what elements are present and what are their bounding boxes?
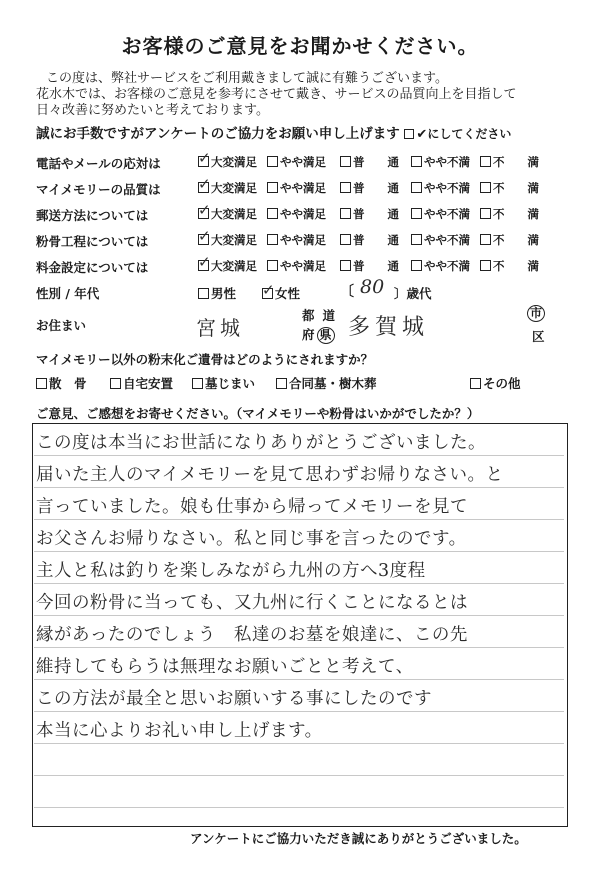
rating-option[interactable] (267, 232, 326, 248)
intro-line-1: この度は、弊社サービスをご利用戴きまして誠に有難うございます。 (46, 71, 448, 86)
city-value[interactable]: 多賀城 (348, 315, 430, 340)
rating-checkbox[interactable] (198, 208, 209, 219)
disposal-choice-label: 散 骨 (49, 376, 87, 391)
rating-option[interactable] (340, 180, 399, 196)
rating-option[interactable] (198, 154, 257, 170)
suffix-to (302, 306, 335, 324)
rating-option[interactable] (411, 258, 470, 274)
rating-checkbox[interactable] (340, 182, 351, 193)
rating-option[interactable] (198, 206, 257, 222)
intro-line-2: 花水木では、お客様のご意見を参考にさせて戴き、サービスの品質向上を目指して (36, 87, 517, 102)
rating-checkbox[interactable] (411, 208, 422, 219)
ruled-line (34, 551, 564, 552)
check-mark-icon: ✔ (416, 127, 428, 142)
ruled-line (34, 711, 564, 712)
comments-label: ご意見、ご感想をお寄せください。（マイメモリーや粉骨はいかがでしたか？） (36, 406, 480, 421)
rating-checkbox[interactable] (411, 234, 422, 245)
rating-question-label: 料金設定については (36, 260, 149, 275)
rating-question-label: 電話やメールの応対は (36, 156, 161, 171)
rating-question-label: 郵送方法については (36, 208, 149, 223)
rating-checkbox[interactable] (198, 182, 209, 193)
rating-option-label: 普 通 (353, 259, 399, 273)
rating-option[interactable] (267, 180, 326, 196)
rating-option-label: 普 通 (353, 207, 399, 221)
instruction-hint: にしてください (427, 127, 512, 141)
rating-checkbox[interactable] (267, 234, 278, 245)
disposal-choice[interactable] (36, 374, 87, 392)
rating-option[interactable] (411, 154, 470, 170)
rating-option-label: 普 通 (353, 155, 399, 169)
rating-option[interactable] (480, 232, 539, 248)
rating-option-label: 普 通 (353, 181, 399, 195)
age-value[interactable]: 80 (360, 276, 385, 298)
handwritten-comment-line: 縁があったのでしょう 私達のお墓を娘達に、この先 (36, 625, 468, 645)
disposal-checkbox[interactable] (192, 378, 203, 389)
ruled-line (34, 647, 564, 648)
rating-option-label: 不 満 (493, 233, 539, 247)
rating-option-label: やや不満 (424, 181, 470, 195)
disposal-checkbox[interactable] (36, 378, 47, 389)
rating-option[interactable] (340, 154, 399, 170)
rating-option-label: やや満足 (280, 207, 326, 221)
rating-option[interactable] (198, 232, 257, 248)
rating-checkbox[interactable] (267, 208, 278, 219)
disposal-choice-label: その他 (483, 376, 521, 391)
rating-option-label: 大変満足 (211, 207, 257, 221)
rating-option-label: やや不満 (424, 233, 470, 247)
rating-option-label: 普 通 (353, 233, 399, 247)
checkbox-sample-icon (404, 129, 414, 139)
rating-row (36, 232, 596, 254)
shi-circled: 市 (527, 305, 545, 322)
disposal-choice[interactable] (110, 374, 173, 392)
handwritten-comment-line: 主人と私は釣りを楽しみながら九州の方へ3度程 (36, 561, 426, 581)
prefecture-value[interactable]: 宮城 (196, 316, 244, 340)
ruled-line (34, 807, 564, 808)
rating-checkbox[interactable] (480, 182, 491, 193)
rating-option[interactable] (480, 206, 539, 222)
disposal-checkbox[interactable] (470, 378, 481, 389)
suffix-ku: 区 (532, 329, 545, 344)
age-open-bracket: 〔 (340, 284, 354, 300)
rating-checkbox[interactable] (340, 234, 351, 245)
handwritten-comment-line: この方法が最全と思いお願いする事にしたのです (36, 689, 432, 709)
rating-option-label: やや不満 (424, 155, 470, 169)
ruled-line (34, 615, 564, 616)
rating-option-label: やや不満 (424, 207, 470, 221)
rating-option[interactable] (340, 232, 399, 248)
rating-option[interactable] (198, 180, 257, 196)
female-label: 女性 (275, 286, 301, 301)
rating-checkbox[interactable] (198, 156, 209, 167)
to-label: 都 (302, 308, 315, 323)
female-option[interactable] (262, 284, 300, 302)
page-title: お客様のご意見をお聞かせください。 (121, 34, 479, 58)
ruled-line (34, 455, 564, 456)
footer-thanks: アンケートにご協力いただき誠にありがとうございました。 (190, 831, 527, 846)
rating-option-label: 不 満 (493, 207, 539, 221)
rating-checkbox[interactable] (480, 208, 491, 219)
rating-option-label: やや満足 (280, 155, 326, 169)
rating-option[interactable] (480, 180, 539, 196)
rating-option-label: 不 満 (493, 259, 539, 273)
rating-checkbox[interactable] (340, 208, 351, 219)
intro-line-3: 日々改善に努めたいと考えております。 (36, 103, 269, 118)
rating-row (36, 258, 596, 280)
handwritten-comment-line: 今回の粉骨に当っても、又九州に行くことになるとは (36, 593, 468, 613)
fu-label: 府 (302, 327, 315, 342)
disposal-choice-label: 自宅安置 (123, 376, 174, 391)
rating-option-label: やや満足 (280, 233, 326, 247)
ruled-line (34, 679, 564, 680)
ruled-line (34, 487, 564, 488)
rating-checkbox[interactable] (198, 260, 209, 271)
rating-checkbox[interactable] (267, 182, 278, 193)
male-option[interactable] (198, 284, 236, 302)
rating-question-label: 粉骨工程については (36, 234, 149, 249)
rating-option-label: 不 満 (493, 155, 539, 169)
rating-checkbox[interactable] (198, 234, 209, 245)
ruled-line (34, 519, 564, 520)
male-label: 男性 (211, 286, 237, 301)
rating-option[interactable] (267, 258, 326, 274)
rating-checkbox[interactable] (411, 182, 422, 193)
male-checkbox[interactable] (198, 288, 209, 299)
handwritten-comment-line: 届いた主人のマイメモリーを見て思わずお帰りなさい。と (36, 465, 504, 485)
rating-question-label: マイメモリーの品質は (36, 182, 161, 197)
rating-row (36, 206, 596, 228)
profile-label: 性別 / 年代 (36, 286, 100, 301)
rating-option-label: 大変満足 (211, 259, 257, 273)
rating-option[interactable] (198, 258, 257, 274)
disposal-choice-label: 合同墓・樹木葬 (289, 376, 377, 391)
handwritten-comment-line: お父さんお帰りなさい。私と同じ事を言ったのです。 (36, 529, 467, 549)
suffix-fu (302, 325, 335, 344)
rating-option[interactable] (480, 258, 539, 274)
rating-row (36, 180, 596, 202)
do-label: 道 (322, 308, 336, 323)
disposal-choice[interactable] (192, 374, 255, 392)
rating-option[interactable] (411, 180, 470, 196)
rating-checkbox[interactable] (340, 156, 351, 167)
rating-option[interactable] (340, 258, 399, 274)
rating-option-label: 大変満足 (211, 181, 257, 195)
rating-row (36, 154, 596, 176)
instruction-text: 誠にお手数ですがアンケートのご協力をお願い申し上げます (36, 126, 400, 142)
rating-option[interactable] (340, 206, 399, 222)
disposal-checkbox[interactable] (276, 378, 287, 389)
address-label: お住まい (36, 318, 87, 333)
rating-option-label: 大変満足 (211, 155, 257, 169)
disposal-choice[interactable] (470, 374, 521, 392)
question2-label: マイメモリー以外の粉末化ご遺骨はどのようにされますか？ (36, 352, 374, 367)
rating-option-label: 不 満 (493, 181, 539, 195)
handwritten-comment-line: 本当に心よりお礼い申し上げます。 (36, 721, 323, 741)
age-suffix: 〕歳代 (394, 286, 432, 301)
rating-checkbox[interactable] (411, 260, 422, 271)
handwritten-comment-line: 維持してもらうは無理なお願いごとと考えて、 (36, 657, 414, 677)
rating-option[interactable] (480, 154, 539, 170)
ruled-line (34, 775, 564, 776)
survey-instruction (36, 122, 511, 142)
rating-checkbox[interactable] (480, 234, 491, 245)
rating-checkbox[interactable] (480, 260, 491, 271)
rating-option-label: 大変満足 (211, 233, 257, 247)
disposal-choice-label: 墓じまい (205, 376, 256, 391)
rating-checkbox[interactable] (411, 156, 422, 167)
rating-option[interactable] (267, 206, 326, 222)
handwritten-comment-line: 言っていました。娘も仕事から帰ってメモリーを見て (36, 497, 468, 517)
rating-checkbox[interactable] (480, 156, 491, 167)
ruled-line (34, 583, 564, 584)
rating-option[interactable] (411, 232, 470, 248)
rating-option[interactable] (411, 206, 470, 222)
rating-option[interactable] (267, 154, 326, 170)
suffix-shi (527, 305, 545, 322)
rating-option-label: やや満足 (280, 181, 326, 195)
ruled-line (34, 743, 564, 744)
disposal-choice[interactable] (276, 374, 377, 392)
female-checkbox[interactable] (262, 288, 273, 299)
rating-checkbox[interactable] (267, 260, 278, 271)
rating-option-label: やや不満 (424, 259, 470, 273)
rating-checkbox[interactable] (267, 156, 278, 167)
rating-checkbox[interactable] (340, 260, 351, 271)
handwritten-comment-line: この度は本当にお世話になりありがとうございました。 (36, 433, 486, 453)
ken-circled: 県 (317, 327, 335, 344)
rating-option-label: やや満足 (280, 259, 326, 273)
disposal-checkbox[interactable] (110, 378, 121, 389)
